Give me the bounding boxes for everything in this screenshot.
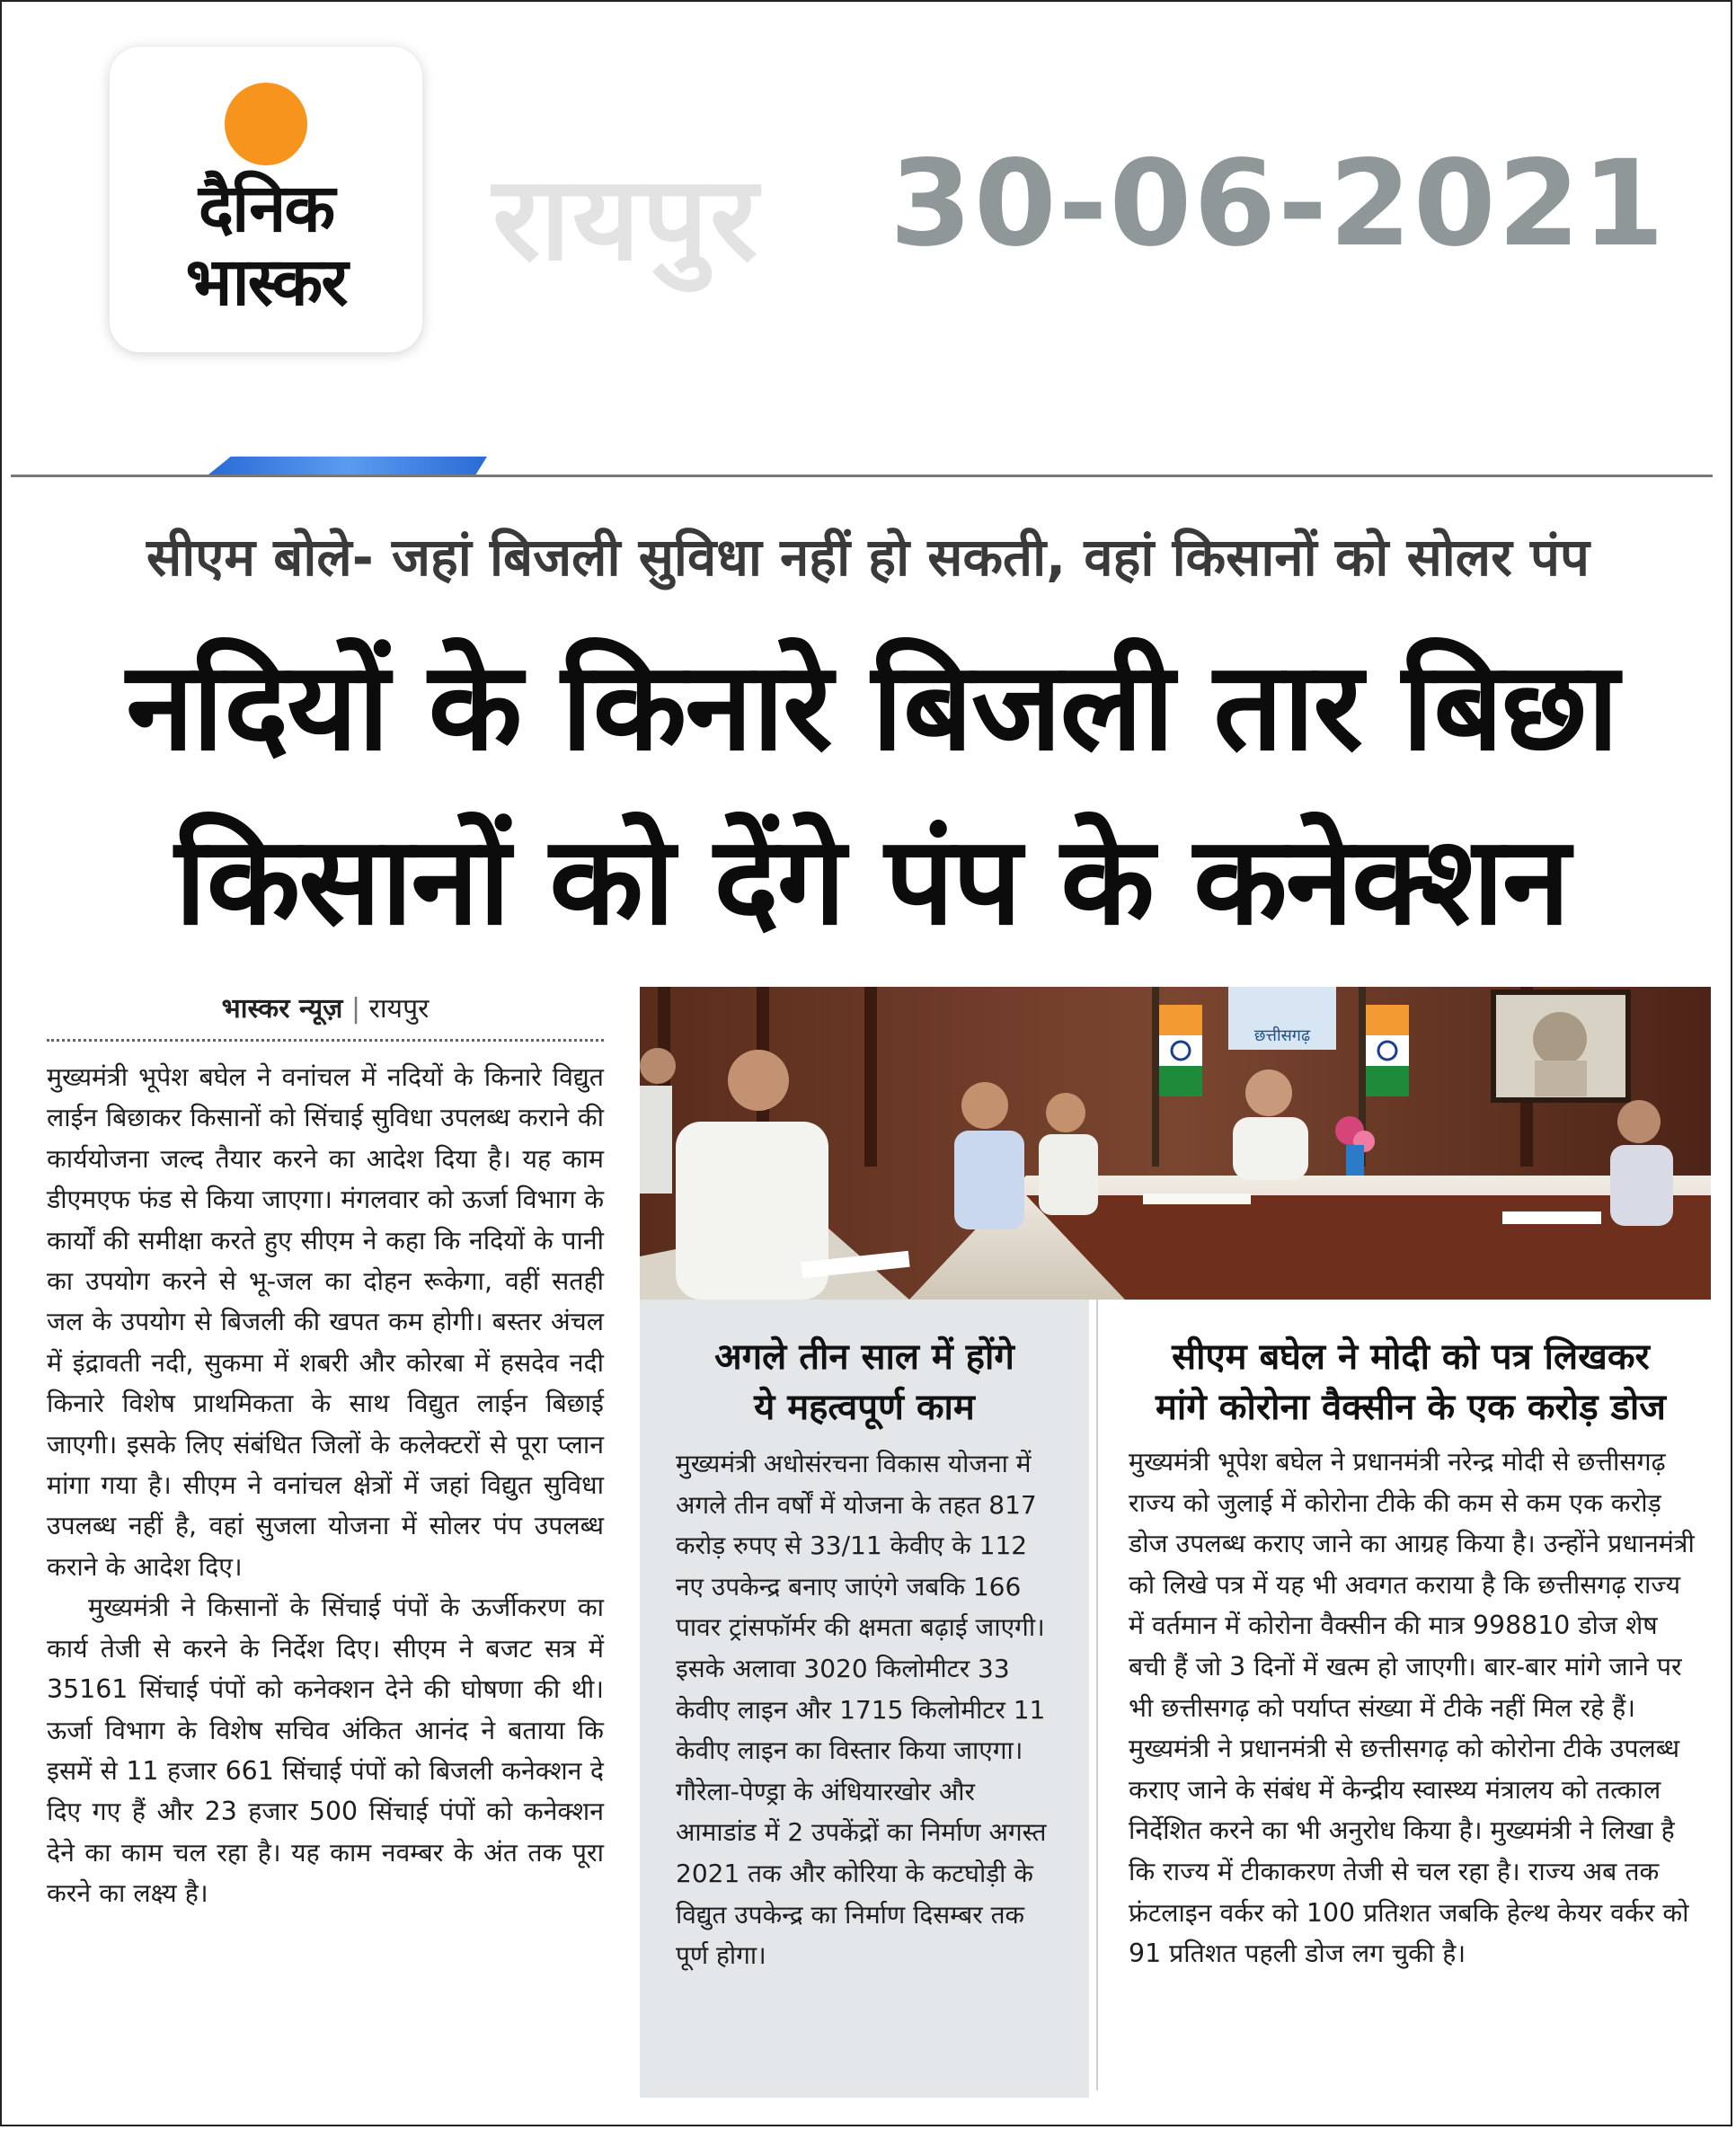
logo-word-dainik: दैनिक — [198, 170, 334, 247]
highlights-box — [640, 1300, 1089, 2098]
logo-word-bhaskar: भास्कर — [185, 244, 347, 321]
headline-line-2: किसानों को देंगे पंप के कनेक्शन — [174, 811, 1569, 953]
side-story-heading-line-1: सीएम बघेल ने मोदी को पत्र लिखकर — [1172, 1336, 1650, 1378]
article-paragraph-1: मुख्यमंत्री भूपेश बघेल ने वनांचल में नदियों के किनारे विद्युत लाईन बिछाकर किसानों को सिंचाई सुविधा उपलब्ध कराने की कार्ययोजना जल्द तैयार करने का आदेश दिया है। यह काम डीएमएफ फंड से किया जाएगा। मंगलवार को ऊर्जा विभाग के कार्यों की समीक्षा करते हुए सीएम ने कहा कि नदियों के पानी का उपयोग करने से भू-जल का दोहन रूकेगा, वहीं सतही जल के उपयोग से बिजली की खपत कम होगी। बस्तर अंचल में इंद्रावती नदी, सुकमा में शबरी और कोरबा में हसदेव नदी किनारे विशेष प्राथमिकता के साथ विद्युत लाईन बिछाई जाएगी। इसके लिए संबंधित जिलों के कलेक्टरों से पूरा प्लान मांगा गया है। सीएम ने वनांचल क्षेत्रों में जहां विद्युत सुविधा उपलब्ध नहीं है, वहां सुजला योजना में सोलर पंप उपलब्ध कराने के आदेश दिए। — [47, 1062, 604, 1582]
edition-date: 30-06-2021 — [890, 135, 1667, 273]
photo-banner-text: छत्तीसगढ़ — [1253, 1026, 1311, 1045]
column-divider — [1096, 1300, 1098, 2090]
photo-strip-fragment — [208, 457, 487, 475]
highlights-heading — [661, 1332, 1067, 1433]
article-body — [47, 1057, 604, 1914]
logo-sun-icon — [225, 83, 307, 165]
highlights-body: मुख्यमंत्री अधोसंरचना विकास योजना में अगले तीन वर्षों में योजना के तहत 817 करोड़ रुपए से 33/11 केवीए के 112 नए उपकेन्द्र बनाए जाएंगे जबकि 166 पावर ट्रांसफॉर्मर की क्षमता बढ़ाई जाएगी। इसके अलावा 3020 किलोमीटर 33 केवीए लाइन और 1715 किलोमीटर 11 केवीए लाइन का विस्तार किया जाएगा। गौरेला-पेण्ड्रा के अंधियारखोर और आमाडांड में 2 उपकेंद्रों का निर्माण अगस्त 2021 तक और कोरिया के कटघोड़ी के विद्युत उपकेन्द्र का निर्माण दिसम्बर तक पूर्ण होगा। — [676, 1449, 1047, 1971]
article-paragraph-2: मुख्यमंत्री ने किसानों के सिंचाई पंपों के ऊर्जीकरण का कार्य तेजी से करने के निर्देश दिए। सीएम ने बजट सत्र में 35161 सिंचाई पंपों को कनेक्शन देने की घोषणा की थी। ऊर्जा विभाग के विशेष सचिव अंकित आनंद ने बताया कि इसमें से 11 हजार 661 सिंचाई पंपों को बिजली कनेक्शन दे दिए गए हैं और 23 हजार 500 सिंचाई पंपों को कनेक्शन देने का काम चल रहा है। यह काम नवम्बर के अंत तक पूरा करने का लक्ष्य है। — [47, 1593, 604, 1909]
byline-separator: | — [350, 993, 361, 1025]
meeting-photo-illustration — [640, 987, 1711, 1300]
top-divider — [11, 475, 1713, 477]
side-story-body: मुख्यमंत्री भूपेश बघेल ने प्रधानमंत्री नरेन्द्र मोदी से छत्तीसगढ़ राज्य को जुलाई में कोरोना टीके की कम से कम एक करोड़ डोज उपलब्ध कराए जाने का आग्रह किया है। उन्होंने प्रधानमंत्री को लिखे पत्र में यह भी अवगत कराया है कि छत्तीसगढ़ राज्य में वर्तमान में कोरोना वैक्सीन की मात्र 998810 डोज शेष बची हैं जो 3 दिनों में खत्म हो जाएगी। बार-बार मांगे जाने पर भी छत्तीसगढ़ को पर्याप्त संख्या में टीके नहीं मिल रहे हैं। मुख्यमंत्री ने प्रधानमंत्री से छत्तीसगढ़ को कोरोना टीके उपलब्ध कराए जाने के संबंध में केन्द्रीय स्वास्थ्य मंत्रालय को तत्काल निर्देशित करने का भी अनुरोध किया है। मुख्यमंत्री ने लिखा है कि राज्य में टीकाकरण तेजी से चल रहा है। राज्य अब तक फ्रंटलाइन वर्कर को 100 प्रतिशत जबकि हेल्थ केयर वर्कर को 91 प्रतिशत पहली डोज लग चुकी है। — [1129, 1447, 1695, 1969]
meeting-photo — [640, 987, 1711, 1300]
side-story-heading-line-2: मांगे कोरोना वैक्सीन के एक करोड़ डोज — [1156, 1387, 1666, 1428]
edition-city: रायपुर — [492, 150, 760, 287]
byline-rule — [47, 1039, 604, 1042]
article-kicker: सीएम बोले- जहां बिजली सुविधा नहीं हो सकती, वहां किसानों को सोलर पंप — [146, 527, 1590, 588]
side-story-heading — [1114, 1332, 1707, 1433]
byline-source: भास्कर न्यूज़ — [221, 993, 343, 1025]
newspaper-logo — [110, 47, 422, 352]
byline — [47, 989, 604, 1025]
highlights-heading-line-2: ये महत्वपूर्ण काम — [754, 1387, 975, 1428]
highlights-heading-line-1: अगले तीन साल में होंगे — [714, 1336, 1014, 1378]
headline-line-1: नदियों के किनारे बिजली तार बिछा — [126, 636, 1617, 778]
byline-city: रायपुर — [368, 993, 430, 1025]
